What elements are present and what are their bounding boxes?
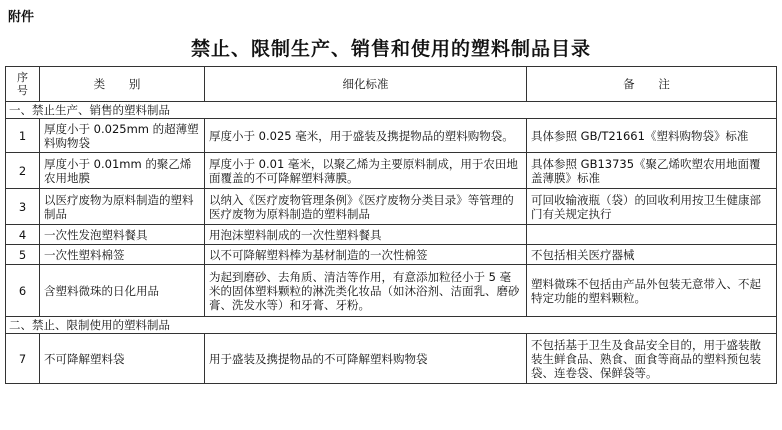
row-category: 厚度小于 0.025mm 的超薄塑料购物袋 [40, 119, 205, 153]
document-title: 禁止、限制生产、销售和使用的塑料制品目录 [190, 38, 591, 60]
section-heading-row [6, 317, 777, 334]
row-category: 一次性发泡塑料餐具 [40, 225, 205, 245]
row-remarks: 具体参照 GB/T21661《塑料购物袋》标准 [527, 119, 777, 153]
row-remarks: 可回收输液瓶（袋）的回收利用按卫生健康部门有关规定执行 [527, 189, 777, 225]
table-row [6, 153, 777, 189]
row-criteria: 以不可降解塑料棒为基材制造的一次性棉签 [205, 245, 527, 265]
row-remarks: 不包括相关医疗器械 [527, 245, 777, 265]
table-row [6, 189, 777, 225]
row-remarks: 具体参照 GB13735《聚乙烯吹塑农用地面覆盖薄膜》标准 [527, 153, 777, 189]
section-heading-row [6, 102, 777, 119]
row-category: 以医疗废物为原料制造的塑料制品 [40, 189, 205, 225]
column-header-criteria: 细化标准 [205, 67, 527, 102]
row-remarks [527, 225, 777, 245]
row-number: 7 [6, 334, 40, 384]
seq-header-bottom: 号 [17, 84, 28, 97]
column-header-seq [6, 67, 40, 102]
row-remarks: 塑料微珠不包括由产品外包装无意带入、不起特定功能的塑料颗粒。 [527, 265, 777, 317]
row-number: 4 [6, 225, 40, 245]
catalog-table [5, 66, 777, 384]
table-row [6, 334, 777, 384]
row-number: 3 [6, 189, 40, 225]
table-row [6, 265, 777, 317]
row-number: 1 [6, 119, 40, 153]
table-row [6, 119, 777, 153]
row-category: 一次性塑料棉签 [40, 245, 205, 265]
section-heading: 二、禁止、限制使用的塑料制品 [6, 317, 777, 334]
section-heading: 一、禁止生产、销售的塑料制品 [6, 102, 777, 119]
row-remarks: 不包括基于卫生及食品安全目的，用于盛装散装生鲜食品、熟食、面食等商品的塑料预包装袋、连卷袋、保鲜袋等。 [527, 334, 777, 384]
row-criteria: 用泡沫塑料制成的一次性塑料餐具 [205, 225, 527, 245]
table-row [6, 245, 777, 265]
table-header-row [6, 67, 777, 102]
column-header-category: 类 别 [40, 67, 205, 102]
row-number: 6 [6, 265, 40, 317]
row-criteria: 为起到磨砂、去角质、清洁等作用，有意添加粒径小于 5 毫米的固体塑料颗粒的淋洗类化妆品（如沐浴剂、洁面乳、磨砂膏、洗发水等）和牙膏、牙粉。 [205, 265, 527, 317]
row-category: 含塑料微珠的日化用品 [40, 265, 205, 317]
row-number: 2 [6, 153, 40, 189]
row-criteria: 厚度小于 0.01 毫米，以聚乙烯为主要原料制成，用于农田地面覆盖的不可降解塑料薄膜。 [205, 153, 527, 189]
attachment-label: 附件 [8, 10, 35, 25]
table-row [6, 225, 777, 245]
seq-header-top: 序 [17, 71, 28, 84]
row-criteria: 厚度小于 0.025 毫米，用于盛装及携提物品的塑料购物袋。 [205, 119, 527, 153]
row-category: 厚度小于 0.01mm 的聚乙烯农用地膜 [40, 153, 205, 189]
column-header-remarks: 备 注 [527, 67, 777, 102]
row-number: 5 [6, 245, 40, 265]
row-criteria: 用于盛装及携提物品的不可降解塑料购物袋 [205, 334, 527, 384]
row-category: 不可降解塑料袋 [40, 334, 205, 384]
row-criteria: 以纳入《医疗废物管理条例》《医疗废物分类目录》等管理的医疗废物为原料制造的塑料制品 [205, 189, 527, 225]
